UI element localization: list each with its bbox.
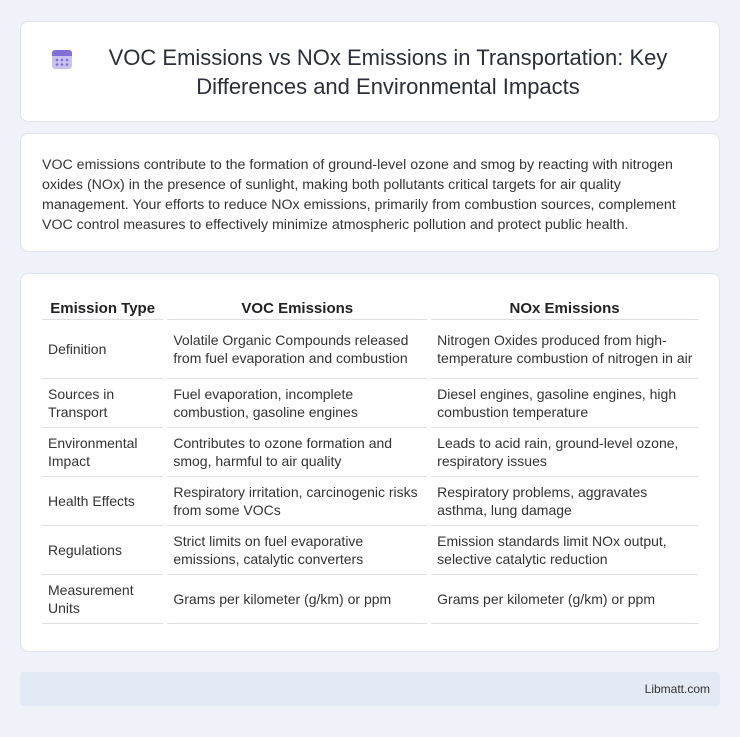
nox-cell: Leads to acid rain, ground-level ozone, respiratory issues: [431, 428, 698, 477]
nox-cell: Nitrogen Oxides produced from high-temperature combustion of nitrogen in air: [431, 320, 698, 379]
voc-cell: Strict limits on fuel evaporative emissions, catalytic converters: [167, 526, 427, 575]
table-header-row: [42, 294, 698, 320]
nox-cell: Emission standards limit NOx output, selective catalytic reduction: [431, 526, 698, 575]
row-label: Definition: [42, 320, 163, 379]
table-row: [42, 575, 698, 624]
table-row: [42, 526, 698, 575]
row-label: Measurement Units: [42, 575, 163, 624]
voc-cell: Volatile Organic Compounds released from fuel evaporation and combustion: [167, 320, 427, 379]
summary-text: VOC emissions contribute to the formation of ground-level ozone and smog by reacting with nitrogen oxides (NOx) in the presence of sunlight, making both pollutants critical targets for air quality management. Your efforts to reduce NOx emissions, primarily from combustion sources, complement VOC control measures to effectively minimize atmospheric pollution and protect public health.: [42, 157, 676, 233]
table-row: [42, 379, 698, 428]
nox-cell: Diesel engines, gasoline engines, high combustion temperature: [431, 379, 698, 428]
voc-cell: Grams per kilometer (g/km) or ppm: [167, 575, 427, 624]
header-voc-emissions: VOC Emissions: [167, 294, 427, 320]
table-row: [42, 477, 698, 526]
voc-cell: Contributes to ozone formation and smog, harmful to air quality: [167, 428, 427, 477]
header-emission-type: Emission Type: [42, 294, 163, 320]
comparison-table: [38, 294, 702, 624]
voc-cell: Respiratory irritation, carcinogenic risks from some VOCs: [167, 477, 427, 526]
row-label: Sources in Transport: [42, 379, 163, 428]
voc-cell: Fuel evaporation, incomplete combustion, gasoline engines: [167, 379, 427, 428]
row-label: Health Effects: [42, 477, 163, 526]
header-nox-emissions: NOx Emissions: [431, 294, 698, 320]
table-row: [42, 428, 698, 477]
nox-cell: Grams per kilometer (g/km) or ppm: [431, 575, 698, 624]
nox-cell: Respiratory problems, aggravates asthma, lung damage: [431, 477, 698, 526]
page-title: VOC Emissions vs NOx Emissions in Transportation: Key Differences and Environmental Impacts: [108, 44, 668, 99]
footer-bar: [20, 672, 720, 706]
summary-card: [20, 133, 720, 252]
footer-brand[interactable]: Libmatt.com: [644, 682, 710, 696]
comparison-card: [20, 273, 720, 652]
row-label: Regulations: [42, 526, 163, 575]
row-label: Environmental Impact: [42, 428, 163, 477]
table-row: [42, 320, 698, 379]
title-card: [20, 21, 720, 122]
